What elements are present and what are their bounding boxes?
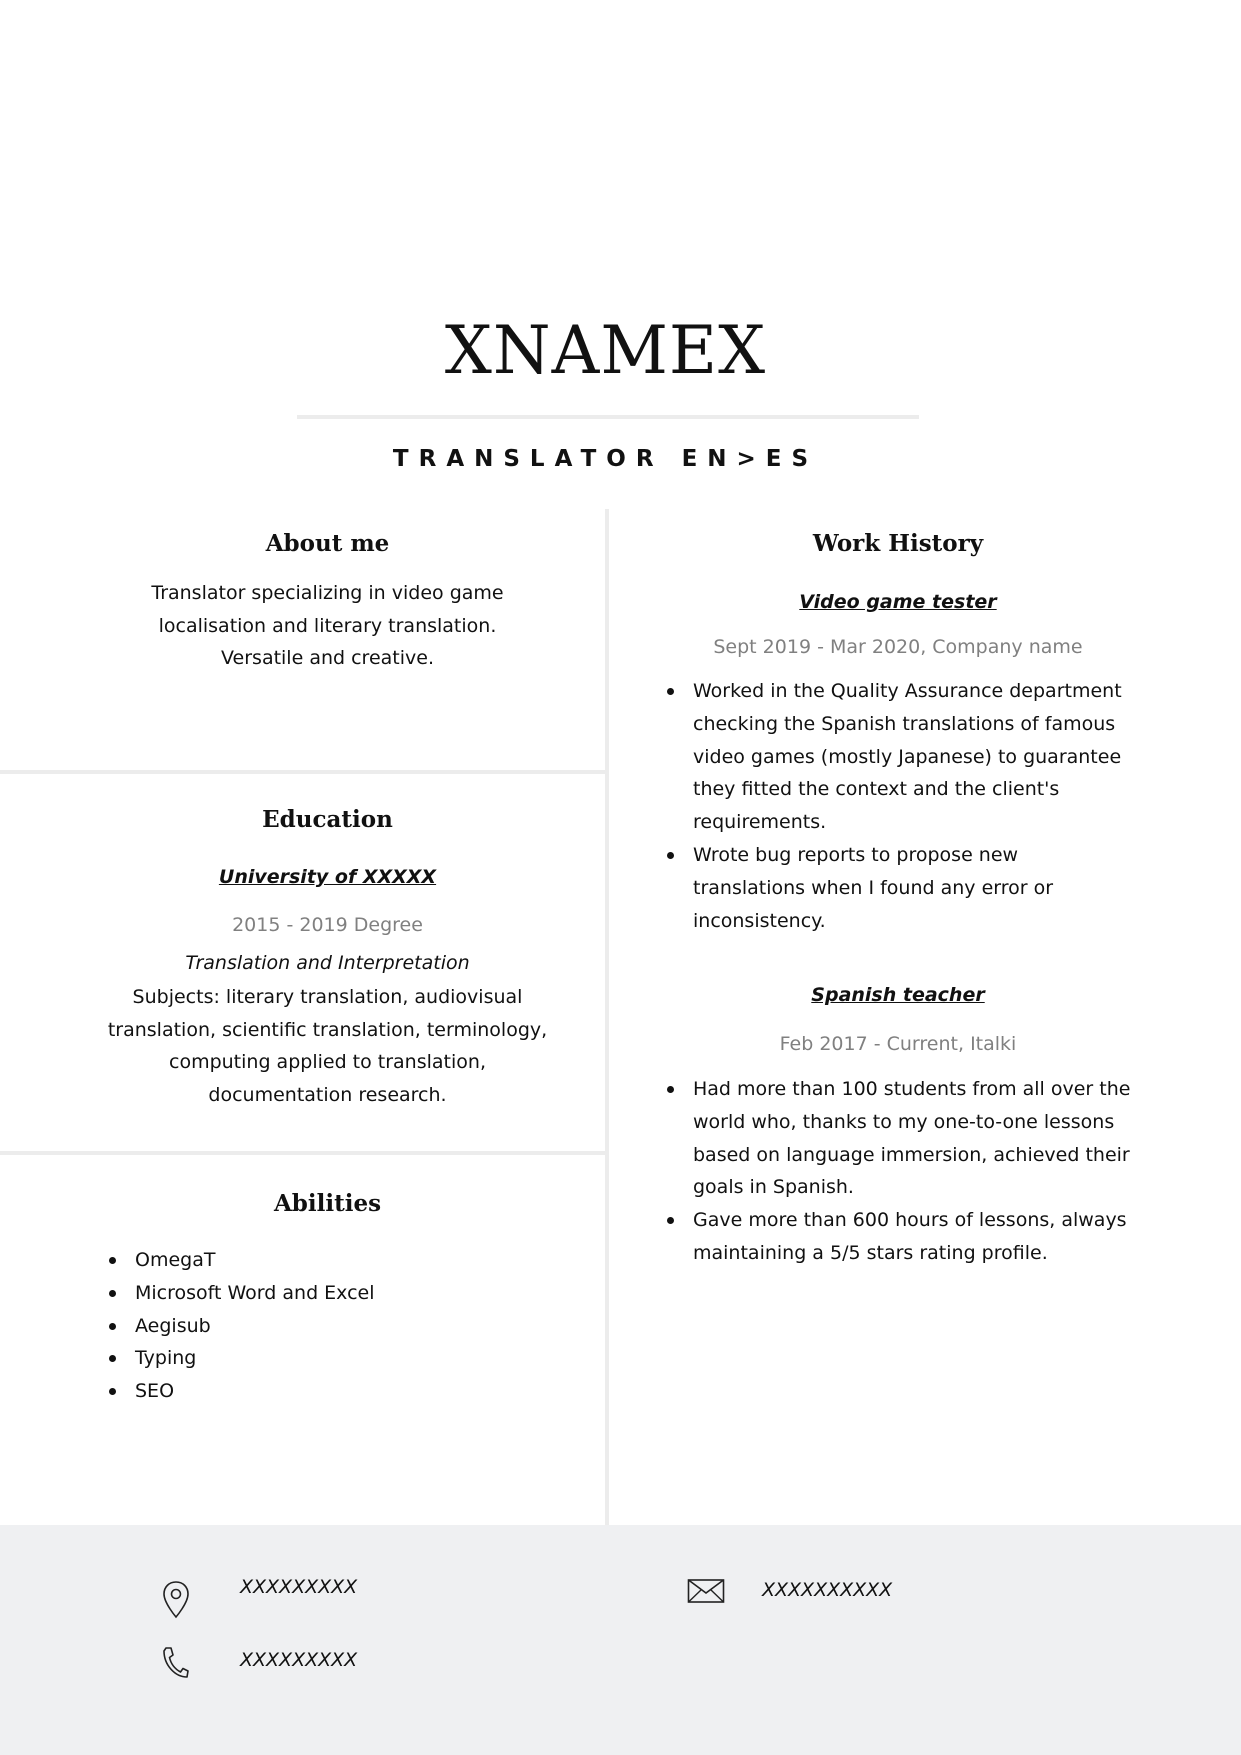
resume-header	[0, 0, 1241, 505]
about-line: Translator specializing in video game	[151, 582, 504, 604]
about-line: localisation and literary translation.	[158, 614, 497, 637]
ability-item: OmegaT	[135, 1244, 555, 1277]
section-divider	[0, 770, 605, 774]
job-bullet	[693, 839, 1153, 937]
job-bullet	[693, 675, 1153, 839]
bullet-line: Gave more than 600 hours of lessons, always	[693, 1209, 1127, 1232]
bullet-line: maintaining a 5/5 stars rating profile.	[693, 1241, 1048, 1264]
bullet-line: goals in Spanish.	[693, 1176, 854, 1199]
bullet-line: inconsistency.	[693, 909, 826, 932]
about-line: Versatile and creative.	[221, 647, 434, 669]
education-dates: 2015 - 2019 Degree	[232, 914, 423, 936]
bullet-line: based on language immersion, achieved their	[693, 1143, 1130, 1166]
abilities-title: Abilities	[273, 1190, 382, 1217]
education-school: University of XXXXX	[218, 866, 437, 888]
education-subjects	[0, 981, 655, 1111]
job-meta: Sept 2019 - Mar 2020, Company name	[713, 636, 1083, 658]
envelope-icon	[687, 1578, 725, 1604]
candidate-role: TRANSLATOR EN>ES	[392, 446, 819, 472]
candidate-name: XNAMEX	[444, 312, 767, 389]
bullet-line: Worked in the Quality Assurance department	[693, 680, 1122, 702]
job-role: Spanish teacher	[811, 984, 985, 1006]
work-title: Work History	[812, 530, 984, 557]
email-text: XXXXXXXXXX	[762, 1579, 893, 1601]
bullet-line: requirements.	[693, 811, 827, 834]
bullet-line: Had more than 100 students from all over the	[693, 1078, 1131, 1100]
bullet-line: video games (mostly Japanese) to guarantee	[693, 745, 1122, 768]
job-bullet	[693, 1073, 1163, 1204]
phone-text: XXXXXXXXX	[240, 1649, 358, 1671]
job-bullets	[693, 1073, 1163, 1270]
about-text	[0, 577, 655, 675]
job-role: Video game tester	[799, 591, 997, 613]
subject-line: Subjects: literary translation, audiovisual	[132, 986, 523, 1008]
education-title: Education	[262, 806, 393, 833]
phone-icon	[161, 1645, 189, 1681]
bullet-line: checking the Spanish translations of famous	[693, 712, 1116, 735]
bullet-line: they fitted the context and the client's	[693, 778, 1060, 801]
ability-item: Microsoft Word and Excel	[135, 1277, 555, 1310]
job-bullet	[693, 1204, 1163, 1270]
location-pin-icon	[161, 1580, 191, 1620]
section-divider	[0, 1151, 605, 1155]
abilities-list	[135, 1244, 555, 1408]
bullet-line: Wrote bug reports to propose new	[693, 843, 1019, 866]
bullet-line: world who, thanks to my one-to-one lessons	[693, 1110, 1115, 1133]
ability-item: Aegisub	[135, 1310, 555, 1343]
bullet-line: translations when I found any error or	[693, 876, 1054, 899]
job-bullets	[693, 675, 1153, 937]
contact-footer	[0, 1525, 1241, 1755]
job-meta: Feb 2017 - Current, Italki	[779, 1033, 1017, 1055]
education-degree: Translation and Interpretation	[185, 952, 470, 974]
subject-line: computing applied to translation,	[169, 1051, 486, 1073]
ability-item: SEO	[135, 1375, 555, 1408]
subject-line: translation, scientific translation, terminology,	[107, 1018, 548, 1041]
subject-line: documentation research.	[208, 1083, 447, 1106]
about-title: About me	[265, 530, 390, 557]
ability-item: Typing	[135, 1342, 555, 1375]
address-text: XXXXXXXXX	[240, 1576, 358, 1598]
title-divider	[297, 415, 919, 419]
